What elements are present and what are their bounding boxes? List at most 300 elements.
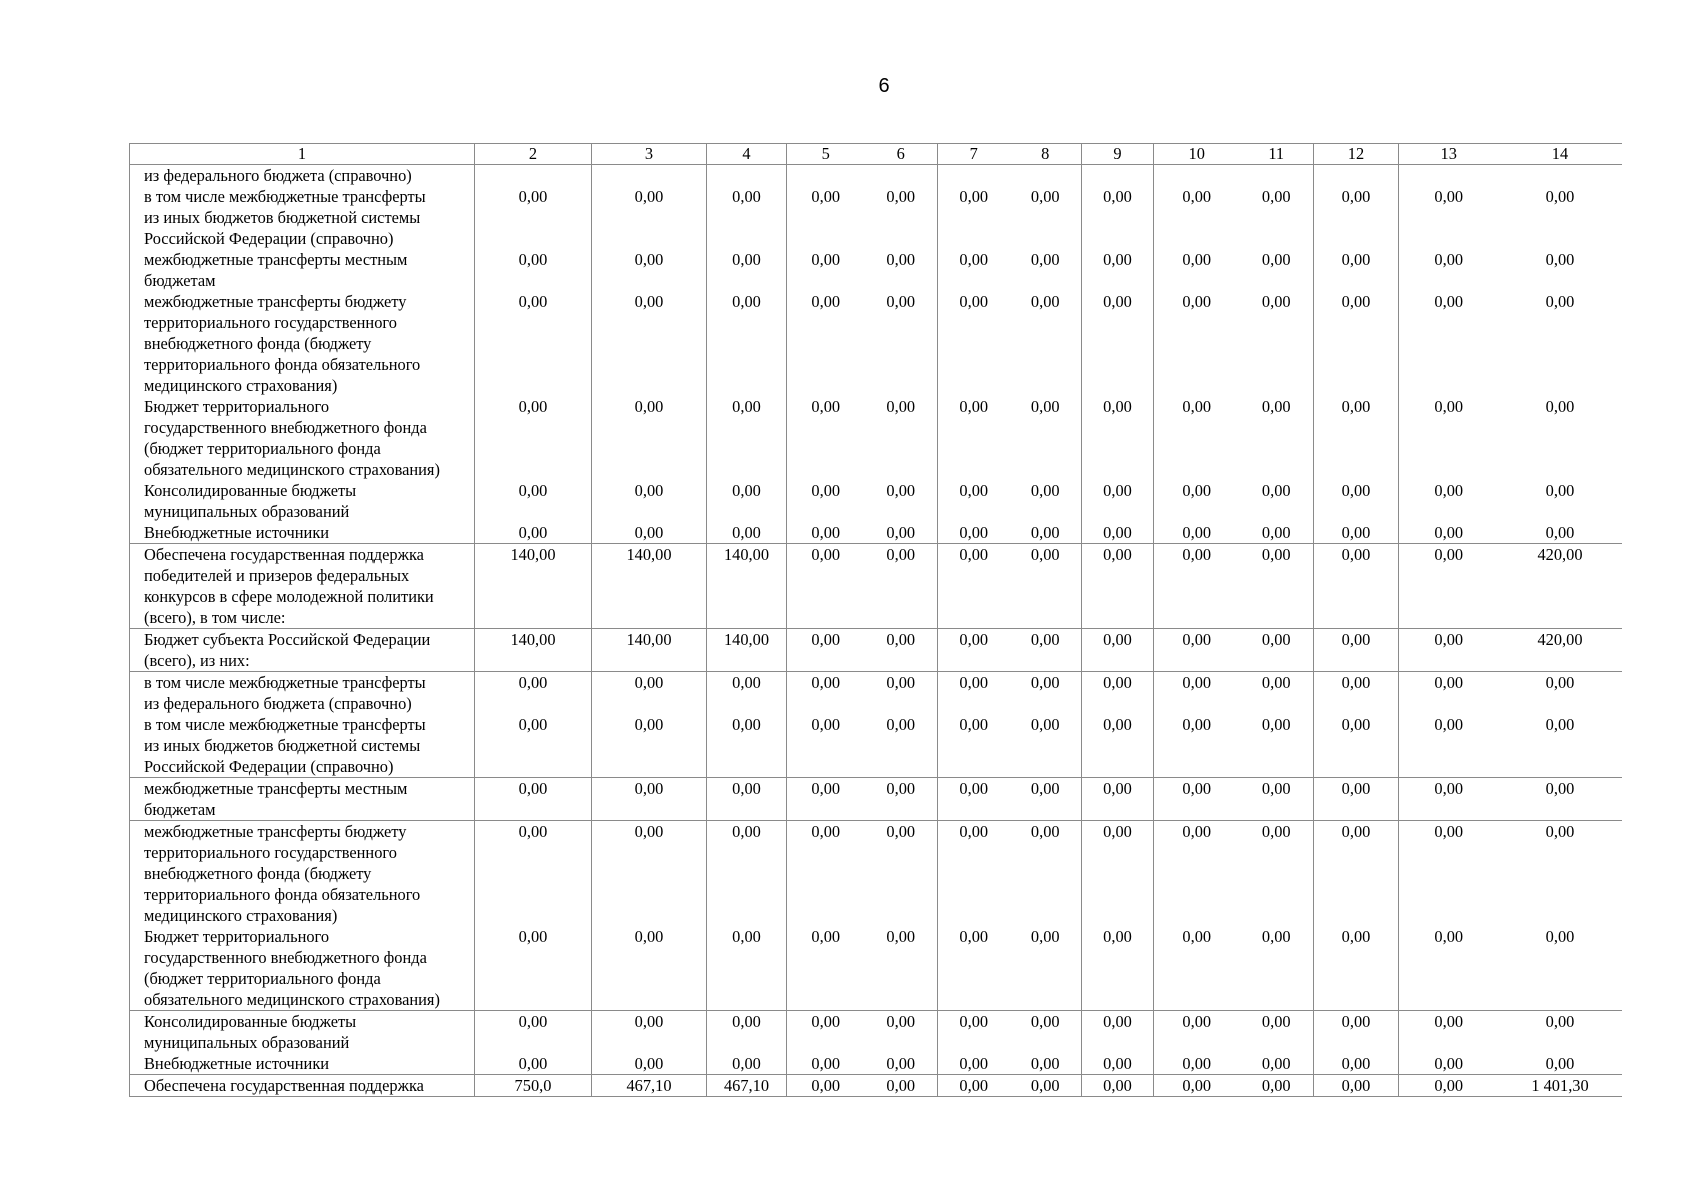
cell-value: 0,00 [1399,629,1499,672]
cell-value: 0,00 [886,397,916,416]
table-row [130,165,1622,187]
cell-value: 0,00 [1314,672,1399,715]
column-header: 13 [1399,144,1499,165]
cell-value: 0,00 [1154,544,1240,629]
cell-value: 0,00 [787,480,865,522]
row-label [130,186,475,249]
cell-value: 140,00 [592,544,707,629]
cell-value: 0,00 [475,821,592,927]
cell-value: 0,00 [1399,1011,1499,1054]
cell-value: 0,00 [1261,187,1291,206]
row-label [130,1053,475,1075]
column-header: 8 [1041,144,1050,163]
cell-value: 0,00 [1261,822,1291,841]
cell-value: 0,00 [787,1075,865,1097]
cell-value: 0,00 [1261,523,1291,542]
cell-value: 0,00 [1261,630,1291,649]
cell-value: 0,00 [1154,1011,1240,1054]
cell-value: 0,00 [938,714,1010,778]
cell-value: 0,00 [1399,396,1499,480]
cell-value: 0,00 [1082,186,1154,249]
cell-value: 0,00 [592,672,707,715]
cell-value: 0,00 [475,926,592,1011]
cell-value: 0,00 [1082,544,1154,629]
row-label-line: территориального фонда обязательного [144,885,421,904]
cell-value: 0,00 [1314,396,1399,480]
cell-value: 0,00 [1030,927,1060,946]
cell-value: 0,00 [1314,291,1399,396]
row-label-line: государственного внебюджетного фонда [144,418,427,437]
cell-value: 0,00 [592,1053,707,1075]
cell-value: 0,00 [1314,249,1399,291]
cell-value: 0,00 [1154,291,1240,396]
cell-value: 0,00 [1154,249,1240,291]
cell-value: 0,00 [1261,673,1291,692]
row-label-line: победителей и призеров федеральных [144,566,410,585]
row-label-line: Бюджет территориального [144,927,330,946]
row-label-line: конкурсов в сфере молодежной политики [144,587,434,606]
cell-value: 0,00 [1399,522,1499,544]
cell-value: 0,00 [787,1011,865,1054]
cell-value: 0,00 [1314,926,1399,1011]
cell-value: 0,00 [1399,1075,1499,1097]
cell-value: 0,00 [707,522,787,544]
row-label-line: (бюджет территориального фонда [144,969,381,988]
column-header: 11 [1268,144,1285,163]
column-header: 4 [707,144,787,165]
cell-value: 0,00 [787,544,865,629]
cell-value: 0,00 [707,291,787,396]
cell-value: 0,00 [1545,779,1575,798]
cell-value: 0,00 [1261,397,1291,416]
cell-value [1399,165,1499,187]
table-row [130,480,1622,522]
cell-value: 0,00 [1154,821,1240,927]
cell-value: 0,00 [787,249,865,291]
row-label-line: из иных бюджетов бюджетной системы [144,736,421,755]
row-label-line: бюджетам [144,271,216,290]
row-label [130,1011,475,1054]
cell-value: 0,00 [592,926,707,1011]
cell-value: 0,00 [592,522,707,544]
cell-value: 0,00 [787,821,865,927]
cell-value: 467,10 [707,1075,787,1097]
row-label-line: в том числе межбюджетные трансферты [144,715,426,734]
cell-value [865,165,938,187]
cell-value: 0,00 [1261,1012,1291,1031]
cell-value: 0,00 [1314,629,1399,672]
cell-value: 0,00 [707,249,787,291]
cell-value: 0,00 [1030,1076,1060,1095]
cell-value: 0,00 [938,672,1010,715]
cell-value: 0,00 [886,545,916,564]
cell-value: 420,00 [1537,630,1583,649]
cell-value [1082,165,1154,187]
cell-value: 0,00 [938,522,1010,544]
cell-value: 0,00 [1261,545,1291,564]
cell-value: 0,00 [938,186,1010,249]
table-row [130,249,1622,291]
row-label-line: межбюджетные трансферты бюджету [144,822,407,841]
cell-value: 0,00 [592,821,707,927]
cell-value [1154,165,1240,187]
row-label [130,926,475,1011]
cell-value: 0,00 [1545,1054,1575,1073]
column-header: 9 [1082,144,1154,165]
row-label-line: медицинского страхования) [144,376,338,395]
row-label-line: бюджетам [144,800,216,819]
column-header: 10 [1154,144,1240,165]
cell-value: 0,00 [475,672,592,715]
cell-value: 0,00 [938,480,1010,522]
row-label-line: Внебюджетные источники [144,523,330,542]
cell-value: 0,00 [707,396,787,480]
cell-value: 0,00 [1545,673,1575,692]
row-label-line: Российской Федерации (справочно) [144,229,394,248]
cell-value: 0,00 [1030,292,1060,311]
cell-value: 0,00 [1261,481,1291,500]
cell-value: 0,00 [1314,186,1399,249]
cell-value: 0,00 [475,778,592,821]
table-row [130,522,1622,544]
cell-value: 0,00 [886,481,916,500]
cell-value: 0,00 [787,926,865,1011]
cell-value: 0,00 [1261,250,1291,269]
cell-value: 0,00 [1261,292,1291,311]
cell-value: 140,00 [592,629,707,672]
cell-value: 0,00 [1154,672,1240,715]
cell-value: 0,00 [886,779,916,798]
row-label-line: межбюджетные трансферты местным [144,779,408,798]
cell-value: 0,00 [1399,1053,1499,1075]
row-label-line: в том числе межбюджетные трансферты [144,187,426,206]
cell-value: 0,00 [1082,480,1154,522]
cell-value: 0,00 [1545,292,1575,311]
cell-value: 0,00 [475,522,592,544]
row-label-line: из иных бюджетов бюджетной системы [144,208,421,227]
cell-value: 750,0 [475,1075,592,1097]
cell-value [787,165,865,187]
cell-value: 0,00 [1154,629,1240,672]
cell-value: 0,00 [592,480,707,522]
cell-value [1010,165,1082,187]
cell-value: 0,00 [1154,778,1240,821]
row-label-line: государственного внебюджетного фонда [144,948,427,967]
cell-value: 0,00 [1082,926,1154,1011]
cell-value: 0,00 [707,480,787,522]
cell-value: 0,00 [1314,1075,1399,1097]
cell-value: 0,00 [886,292,916,311]
cell-value: 0,00 [1082,396,1154,480]
cell-value: 0,00 [938,544,1010,629]
row-label [130,165,475,187]
cell-value: 0,00 [1399,249,1499,291]
cell-value: 0,00 [1261,927,1291,946]
cell-value: 0,00 [938,778,1010,821]
table-row [130,186,1622,249]
cell-value: 0,00 [886,523,916,542]
cell-value: 0,00 [475,396,592,480]
cell-value: 0,00 [1030,397,1060,416]
cell-value: 0,00 [1030,630,1060,649]
cell-value: 0,00 [886,187,916,206]
cell-value: 0,00 [1545,822,1575,841]
row-label-line: территориального государственного [144,313,397,332]
table-row [130,778,1622,821]
cell-value: 0,00 [1030,523,1060,542]
cell-value: 0,00 [787,1053,865,1075]
row-label-line: внебюджетного фонда (бюджету [144,334,372,353]
cell-value: 0,00 [1082,1075,1154,1097]
cell-value: 0,00 [938,291,1010,396]
cell-value: 0,00 [1261,1076,1291,1095]
row-label [130,714,475,778]
column-header: 3 [592,144,707,165]
cell-value: 0,00 [1030,187,1060,206]
cell-value: 0,00 [787,186,865,249]
row-label [130,522,475,544]
cell-value: 0,00 [1545,927,1575,946]
cell-value: 0,00 [1030,715,1060,734]
cell-value: 0,00 [1154,1053,1240,1075]
cell-value [1314,165,1399,187]
cell-value: 0,00 [1399,544,1499,629]
row-label [130,629,475,672]
table-row [130,1011,1622,1054]
cell-value: 0,00 [886,1076,916,1095]
cell-value: 0,00 [1082,821,1154,927]
cell-value [1499,165,1622,187]
cell-value: 0,00 [1082,291,1154,396]
cell-value: 0,00 [1545,1012,1575,1031]
cell-value: 0,00 [1545,250,1575,269]
row-label-line: территориального фонда обязательного [144,355,421,374]
cell-value [592,165,707,187]
cell-value: 0,00 [787,778,865,821]
cell-value: 0,00 [938,249,1010,291]
cell-value [938,165,1010,187]
row-label [130,480,475,522]
cell-value: 0,00 [1082,778,1154,821]
cell-value: 0,00 [886,715,916,734]
cell-value: 0,00 [938,1075,1010,1097]
cell-value: 0,00 [592,396,707,480]
row-label-line: межбюджетные трансферты бюджету [144,292,407,311]
cell-value: 0,00 [592,186,707,249]
cell-value: 0,00 [707,1011,787,1054]
cell-value: 0,00 [787,396,865,480]
cell-value [475,165,592,187]
cell-value: 0,00 [1399,821,1499,927]
cell-value: 0,00 [475,1011,592,1054]
cell-value: 0,00 [1314,714,1399,778]
cell-value: 0,00 [475,714,592,778]
column-header: 12 [1314,144,1399,165]
table-row [130,291,1622,396]
cell-value: 0,00 [886,822,916,841]
row-label-line: Обеспечена государственная поддержка [144,545,424,564]
cell-value: 0,00 [1314,1011,1399,1054]
table-body [130,165,1622,1097]
column-header: 1 [130,144,475,165]
page-number: 6 [878,75,890,97]
cell-value: 0,00 [1545,481,1575,500]
row-label-line: территориального государственного [144,843,397,862]
cell-value: 420,00 [1537,545,1583,564]
cell-value: 0,00 [1154,926,1240,1011]
cell-value: 140,00 [475,629,592,672]
row-label-line: Внебюджетные источники [144,1054,330,1073]
cell-value: 0,00 [707,778,787,821]
cell-value: 0,00 [1399,480,1499,522]
cell-value: 0,00 [886,673,916,692]
cell-value: 0,00 [787,522,865,544]
cell-value: 0,00 [1030,250,1060,269]
cell-value: 0,00 [1082,522,1154,544]
row-label-line: межбюджетные трансферты местным [144,250,408,269]
cell-value: 0,00 [1030,1054,1060,1073]
cell-value: 0,00 [1154,480,1240,522]
cell-value: 0,00 [938,1011,1010,1054]
row-label [130,544,475,629]
row-label-line: внебюджетного фонда (бюджету [144,864,372,883]
cell-value: 0,00 [592,778,707,821]
column-header: 7 [938,144,1010,165]
cell-value: 0,00 [592,714,707,778]
cell-value: 0,00 [1154,186,1240,249]
cell-value: 0,00 [1261,715,1291,734]
cell-value: 0,00 [1030,822,1060,841]
row-label-line: обязательного медицинского страхования) [144,990,440,1009]
cell-value: 0,00 [886,1054,916,1073]
cell-value: 0,00 [1030,673,1060,692]
cell-value: 0,00 [1154,714,1240,778]
cell-value: 0,00 [1082,672,1154,715]
cell-value: 0,00 [475,291,592,396]
row-label-line: обязательного медицинского страхования) [144,460,440,479]
row-label-line: Бюджет субъекта Российской Федерации [144,630,431,649]
cell-value: 0,00 [938,629,1010,672]
row-label-line: Обеспечена государственная поддержка [144,1076,424,1095]
cell-value: 0,00 [1314,778,1399,821]
row-label-line: из федерального бюджета (справочно) [144,694,412,713]
cell-value: 0,00 [938,396,1010,480]
cell-value: 0,00 [1399,291,1499,396]
cell-value: 0,00 [1314,821,1399,927]
cell-value [707,165,787,187]
cell-value: 0,00 [886,1012,916,1031]
table-row [130,926,1622,1011]
cell-value: 0,00 [938,821,1010,927]
row-label-line: в том числе межбюджетные трансферты [144,673,426,692]
cell-value [1240,165,1314,187]
cell-value: 0,00 [1030,481,1060,500]
table-row [130,1053,1622,1075]
cell-value: 140,00 [707,629,787,672]
row-label [130,778,475,821]
cell-value: 0,00 [787,291,865,396]
column-header: 14 [1551,144,1569,163]
cell-value: 0,00 [1154,522,1240,544]
cell-value: 0,00 [1082,249,1154,291]
cell-value: 0,00 [1399,672,1499,715]
column-header: 2 [475,144,592,165]
cell-value: 0,00 [1545,715,1575,734]
row-label-line: из федерального бюджета (справочно) [144,166,412,185]
cell-value: 0,00 [1030,545,1060,564]
row-label [130,249,475,291]
cell-value: 0,00 [1545,397,1575,416]
cell-value: 0,00 [707,1053,787,1075]
cell-value: 0,00 [475,480,592,522]
row-label-line: Российской Федерации (справочно) [144,757,394,776]
cell-value: 0,00 [1261,1054,1291,1073]
table-row [130,821,1622,927]
table-row [130,396,1622,480]
row-label-line: (всего), из них: [144,651,250,670]
cell-value: 0,00 [886,630,916,649]
row-label-line: муниципальных образований [144,1033,350,1052]
cell-value: 0,00 [592,291,707,396]
cell-value: 0,00 [707,821,787,927]
cell-value: 0,00 [1399,778,1499,821]
cell-value: 0,00 [592,1011,707,1054]
cell-value: 0,00 [1030,779,1060,798]
cell-value: 0,00 [1154,396,1240,480]
cell-value: 0,00 [1399,714,1499,778]
cell-value: 467,10 [592,1075,707,1097]
cell-value: 0,00 [707,672,787,715]
table-row [130,1075,1622,1097]
table-row [130,544,1622,629]
cell-value: 0,00 [787,672,865,715]
row-label-line: (всего), в том числе: [144,608,286,627]
cell-value: 0,00 [1399,186,1499,249]
cell-value: 0,00 [1314,480,1399,522]
cell-value: 0,00 [1314,522,1399,544]
table-row [130,629,1622,672]
cell-value: 0,00 [1314,1053,1399,1075]
row-label-line: Бюджет территориального [144,397,330,416]
cell-value: 0,00 [592,249,707,291]
cell-value: 0,00 [1399,926,1499,1011]
budget-table [129,143,1622,1097]
cell-value: 0,00 [1545,523,1575,542]
row-label [130,821,475,927]
cell-value: 0,00 [787,629,865,672]
row-label [130,1075,475,1097]
row-label-line: (бюджет территориального фонда [144,439,381,458]
row-label [130,396,475,480]
row-label-line: медицинского страхования) [144,906,338,925]
cell-value: 0,00 [475,1053,592,1075]
column-header: 5 [787,144,865,165]
cell-value: 140,00 [475,544,592,629]
cell-value: 0,00 [707,186,787,249]
cell-value: 0,00 [938,926,1010,1011]
cell-value: 140,00 [707,544,787,629]
cell-value: 0,00 [886,927,916,946]
cell-value: 0,00 [707,714,787,778]
row-label-line: Консолидированные бюджеты [144,481,357,500]
cell-value: 0,00 [707,926,787,1011]
cell-value: 0,00 [938,1053,1010,1075]
row-label-line: муниципальных образований [144,502,350,521]
cell-value: 0,00 [787,714,865,778]
cell-value: 0,00 [1082,714,1154,778]
cell-value: 0,00 [475,186,592,249]
cell-value: 0,00 [1082,629,1154,672]
